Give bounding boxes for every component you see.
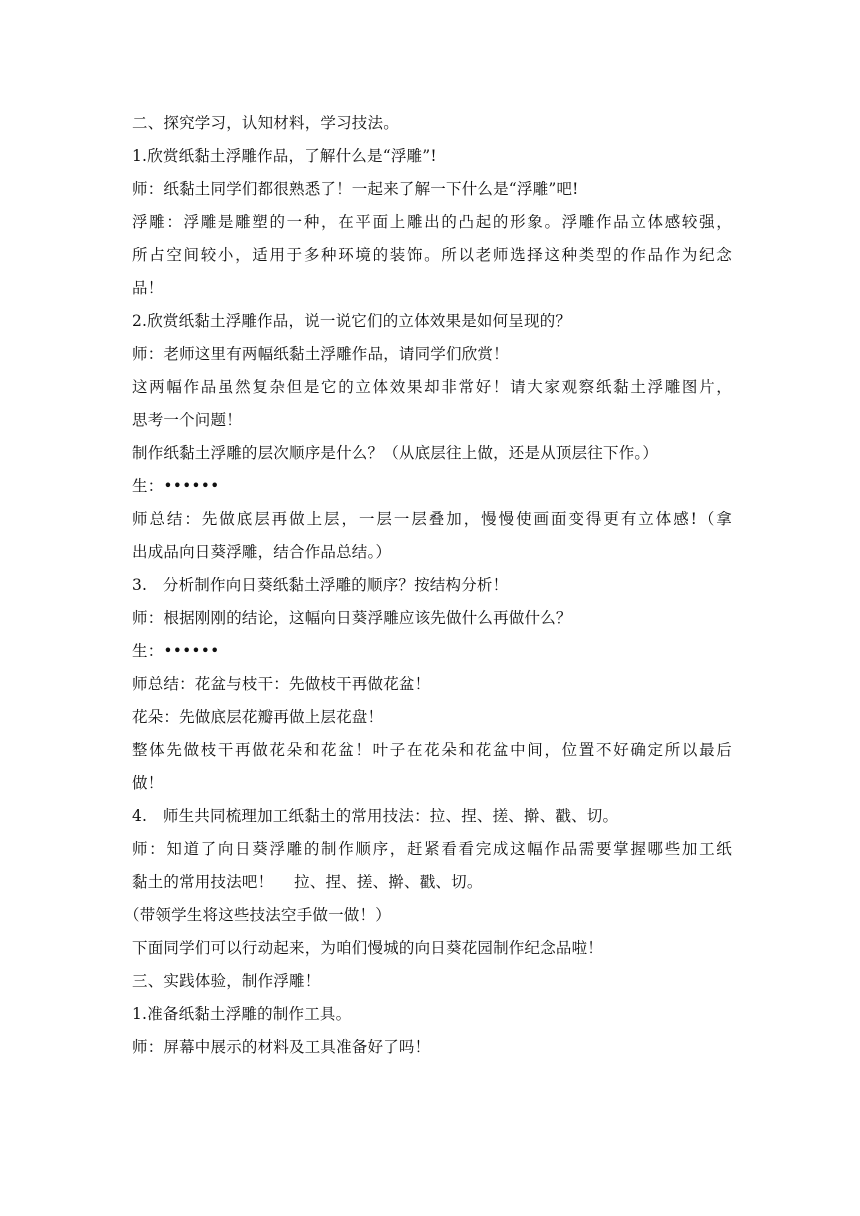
section-heading-3: 三、实践体验，制作浮雕！ — [132, 972, 321, 990]
paragraph-line: 做！ — [132, 774, 164, 792]
paragraph-line: 所占空间较小，适用于多种环境的装饰。所以老师选择这种类型的作品作为纪念 — [132, 246, 732, 264]
paragraph-line: 师：根据刚刚的结论，这幅向日葵浮雕应该先做什么再做什么？ — [132, 609, 572, 627]
paragraph-line: 思考一个问题！ — [132, 411, 242, 429]
paragraph-line: 师：纸黏土同学们都很熟悉了！一起来了解一下什么是“浮雕”吧! — [132, 180, 579, 198]
document-body — [124, 107, 732, 1064]
paragraph-line: 师：老师这里有两幅纸黏土浮雕作品，请同学们欣赏！ — [132, 345, 509, 363]
paragraph-line: 师总结：花盆与枝干：先做枝干再做花盆！ — [132, 675, 431, 693]
paragraph-line: 师：知道了向日葵浮雕的制作顺序，赶紧看看完成这幅作品需要掌握哪些加工纸 — [132, 840, 732, 858]
paragraph-line: 整体先做枝干再做花朵和花盆！叶子在花朵和花盆中间，位置不好确定所以最后 — [132, 741, 732, 759]
paragraph-line: 师总结：先做底层再做上层，一层一层叠加，慢慢使画面变得更有立体感!（拿 — [132, 510, 732, 528]
paragraph-line: 这两幅作品虽然复杂但是它的立体效果却非常好！请大家观察纸黏土浮雕图片， — [132, 378, 732, 396]
paragraph-line: 生：•••••• — [132, 642, 220, 660]
paragraph-line: 下面同学们可以行动起来，为咱们慢城的向日葵花园制作纪念品啦！ — [132, 939, 604, 957]
step-heading-4: 4. 师生共同梳理加工纸黏土的常用技法：拉、捏、搓、擀、戳、切。 — [132, 807, 619, 825]
step-heading-1: 1.欣赏纸黏土浮雕作品，了解什么是“浮雕”! — [132, 147, 437, 165]
step-heading-3: 3. 分析制作向日葵纸黏土浮雕的顺序？按结构分析！ — [132, 576, 509, 594]
paragraph-line: 生：•••••• — [132, 477, 220, 495]
paragraph-line: 制作纸黏土浮雕的层次顺序是什么？（从底层往上做，还是从顶层往下作。） — [132, 444, 659, 462]
step-heading-1: 1.准备纸黏土浮雕的制作工具。 — [132, 1005, 352, 1023]
paragraph-line: （带领学生将这些技法空手做一做！） — [124, 906, 391, 924]
paragraph-line: 黏土的常用技法吧！ 拉、捏、搓、擀、戳、切。 — [132, 873, 483, 891]
paragraph-line: 浮雕：浮雕是雕塑的一种，在平面上雕出的凸起的形象。浮雕作品立体感较强， — [132, 213, 732, 231]
step-heading-2: 2.欣赏纸黏土浮雕作品，说一说它们的立体效果是如何呈现的？ — [132, 312, 572, 330]
paragraph-line: 出成品向日葵浮雕，结合作品总结。） — [132, 543, 392, 561]
section-heading-2: 二、探究学习，认知材料，学习技法。 — [132, 114, 399, 132]
paragraph-line: 花朵：先做底层花瓣再做上层花盘！ — [132, 708, 384, 726]
paragraph-line: 品！ — [132, 279, 164, 297]
paragraph-line: 师：屏幕中展示的材料及工具准备好了吗！ — [132, 1038, 431, 1056]
